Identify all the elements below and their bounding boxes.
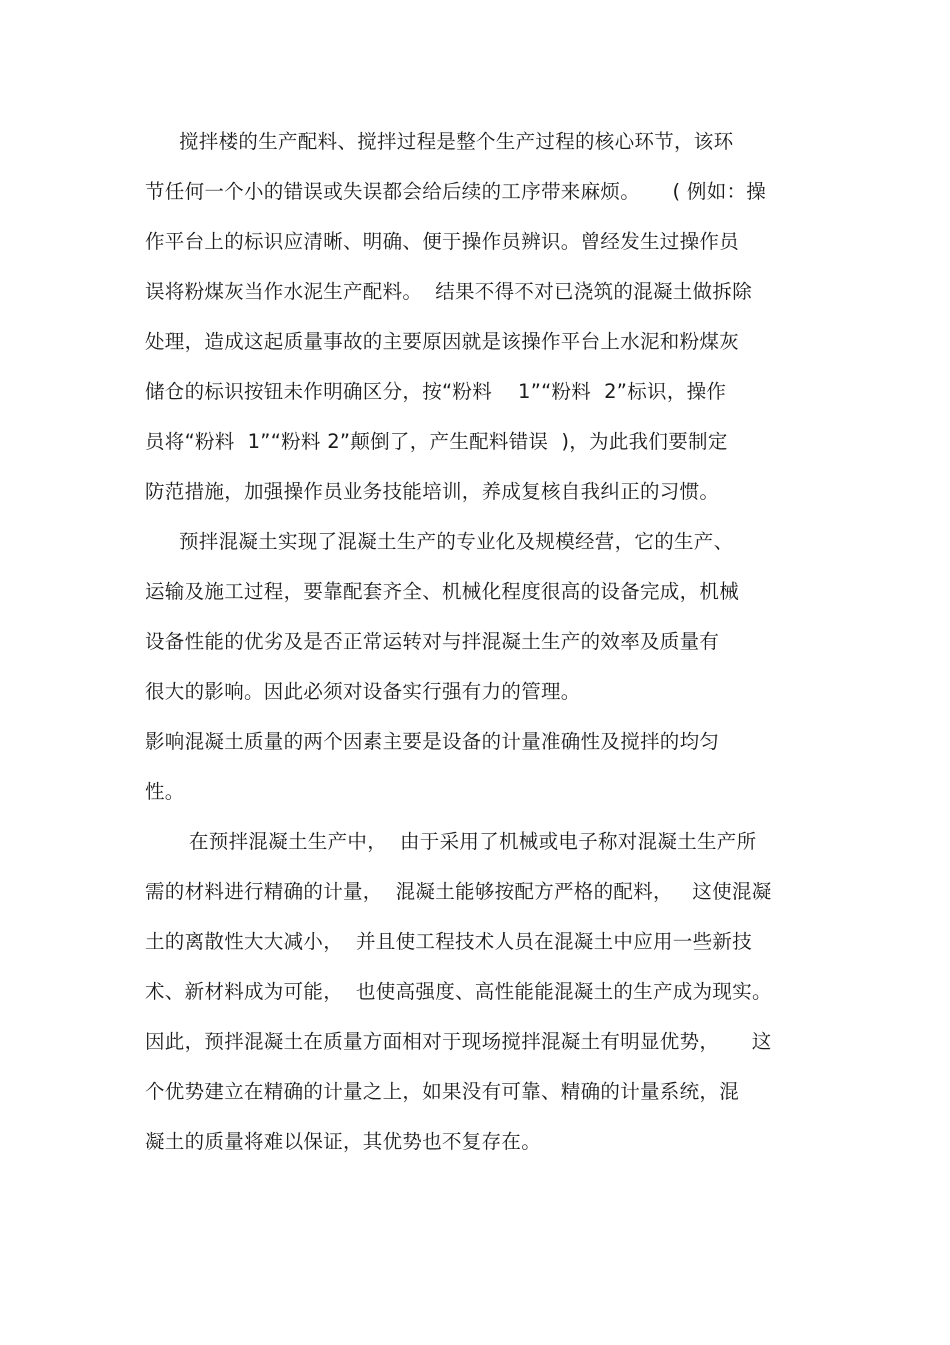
text-line: 防范措施，加强操作员业务技能培训，养成复核自我纠正的习惯。 [145, 480, 720, 503]
text-line: 节任何一个小的错误或失误都会给后续的工序带来麻烦。 ( 例如：操 [145, 180, 767, 203]
text-line: 影响混凝土质量的两个因素主要是设备的计量准确性及搅拌的均匀 [145, 730, 720, 753]
text-line: 凝土的质量将难以保证，其优势也不复存在。 [145, 1130, 542, 1153]
text-line: 在预拌混凝土生产中， 由于采用了机械或电子称对混凝土生产所 [189, 830, 757, 853]
text-line: 预拌混凝土实现了混凝土生产的专业化及规模经营，它的生产、 [179, 530, 734, 553]
text-line: 个优势建立在精确的计量之上，如果没有可靠、精确的计量系统，混 [145, 1080, 740, 1103]
text-line: 处理，造成这起质量事故的主要原因就是该操作平台上水泥和粉煤灰 [145, 330, 740, 353]
text-line: 术、新材料成为可能， 也使高强度、高性能能混凝土的生产成为现实。 [145, 980, 772, 1003]
text-line: 误将粉煤灰当作水泥生产配料。 结果不得不对已浇筑的混凝土做拆除 [145, 280, 752, 303]
text-line: 储仓的标识按钮未作明确区分，按“粉料 1”“粉料 2”标识，操作 [145, 380, 727, 403]
text-line: 搅拌楼的生产配料、搅拌过程是整个生产过程的核心环节，该环 [179, 130, 734, 153]
text-line: 因此，预拌混凝土在质量方面相对于现场搅拌混凝土有明显优势， 这 [145, 1030, 772, 1053]
text-line: 运输及施工过程，要靠配套齐全、机械化程度很高的设备完成，机械 [145, 580, 740, 603]
text-line: 设备性能的优劣及是否正常运转对与拌混凝土生产的效率及质量有 [145, 630, 720, 653]
text-line: 土的离散性大大减小， 并且使工程技术人员在混凝土中应用一些新技 [145, 930, 752, 953]
text-line: 需的材料进行精确的计量， 混凝土能够按配方严格的配料， 这使混凝 [145, 880, 772, 903]
text-line: 员将“粉料 1”“粉料 2”颠倒了，产生配料错误 )，为此我们要制定 [145, 430, 728, 453]
text-line: 很大的影响。因此必须对设备实行强有力的管理。 [145, 680, 581, 703]
text-line: 作平台上的标识应清晰、明确、便于操作员辨识。曾经发生过操作员 [145, 230, 740, 253]
text-line: 性。 [145, 780, 185, 803]
